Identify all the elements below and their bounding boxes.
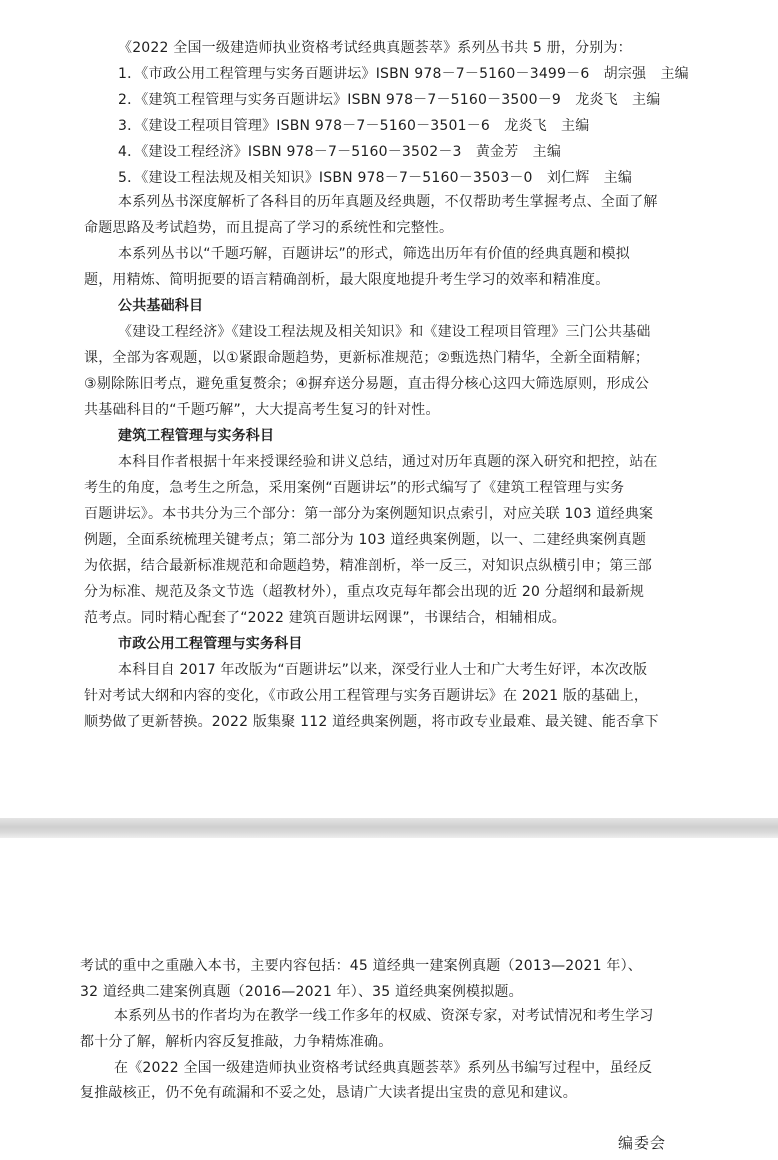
book-item-1: 1．《市政公用工程管理与实务百题讲坛》ISBN 978－7－5160－3499－6 胡宗强 主编 [118,66,689,82]
page-separator [0,818,778,838]
signature: 编委会 [617,1134,666,1152]
paragraph-line: 为依据，结合最新标准规范和命题趋势，精准剖析，举一反三，对知识点纵横引申；第三部 [84,558,652,574]
paragraph-line: 范考点。同时精心配套了“2022 建筑百题讲坛网课”，书课结合，相辅相成。 [84,610,566,626]
section-heading-building: 建筑工程管理与实务科目 [118,428,275,444]
paragraph-line: 针对考试大纲和内容的变化，《市政公用工程管理与实务百题讲坛》在 2021 版的基础上， [84,688,649,704]
paragraph-line: 都十分了解，解析内容反复推敲，力争精炼准确。 [80,1034,393,1050]
paragraph-line: 分为标准、规范及条文节选（超教材外），重点攻克每年都会出现的近 20 分超纲和最新规 [84,584,645,600]
paragraph-line: 在《2022 全国一级建造师执业资格考试经典真题荟萃》系列丛书编写过程中，虽经反 [114,1060,653,1076]
section-heading-municipal: 市政公用工程管理与实务科目 [118,636,303,652]
section-heading-public: 公共基础科目 [118,298,204,314]
book-item-3: 3．《建设工程项目管理》ISBN 978－7－5160－3501－6 龙炎飞 主编 [118,118,590,134]
paragraph-line: 本科目自 2017 年改版为“百题讲坛”以来，深受行业人士和广大考生好评，本次改版 [118,662,648,678]
page-2 [0,838,778,1160]
book-item-2: 2．《建筑工程管理与实务百题讲坛》ISBN 978－7－5160－3500－9 龙炎飞 主编 [118,92,661,108]
paragraph-line: 百题讲坛》。本书共分为三个部分：第一部分为案例题知识点索引，对应关联 103 道经典案 [84,506,654,522]
paragraph-line: 《建设工程经济》《建设工程法规及相关知识》和《建设工程项目管理》三门公共基础 [118,324,651,340]
paragraph-line: 本科目作者根据十年来授课经验和讲义总结，通过对历年真题的深入研究和把控，站在 [118,454,658,470]
paragraph-line: ③剔除陈旧考点，避免重复赘余；④摒弃送分易题，直击得分核心这四大筛选原则，形成公 [84,376,650,392]
series-intro: 《2022 全国一级建造师执业资格考试经典真题荟萃》系列丛书共 5 册，分别为： [118,40,632,56]
paragraph-line: 32 道经典二建案例真题（2016—2021 年）、35 道经典案例模拟题。 [80,984,523,1000]
book-item-4: 4．《建设工程经济》ISBN 978－7－5160－3502－3 黄金芳 主编 [118,144,562,160]
paragraph-line: 命题思路及考试趋势，而且提高了学习的系统性和完整性。 [84,220,454,236]
paragraph-line: 考试的重中之重融入本书，主要内容包括：45 道经典一建案例真题（2013—2021 年）、 [80,958,642,974]
paragraph-line: 题，用精炼、简明扼要的语言精确剖析，最大限度地提升考生学习的效率和精准度。 [84,272,610,288]
paragraph-line: 本系列丛书的作者均为在教学一线工作多年的权威、资深专家，对考试情况和考生学习 [114,1008,654,1024]
paragraph-line: 课，全部为客观题，以①紧跟命题趋势，更新标准规范；②甄选热门精华，全新全面精解； [84,350,650,366]
paragraph-line: 考生的角度，急考生之所急，采用案例“百题讲坛”的形式编写了《建筑工程管理与实务 [84,480,625,496]
book-item-5: 5．《建设工程法规及相关知识》ISBN 978－7－5160－3503－0 刘仁辉 主编 [118,170,633,186]
paragraph-line: 顺势做了更新替换。2022 版集聚 112 道经典案例题，将市政专业最难、最关键、能否拿下 [84,714,659,730]
paragraph-line: 本系列丛书以“千题巧解，百题讲坛”的形式，筛选出历年有价值的经典真题和模拟 [118,246,630,262]
paragraph-line: 复推敲核正，仍不免有疏漏和不妥之处，恳请广大读者提出宝贵的意见和建议。 [80,1085,577,1101]
paragraph-line: 共基础科目的“千题巧解”，大大提高考生复习的针对性。 [84,402,440,418]
paragraph-line: 例题，全面系统梳理关键考点；第二部分为 103 道经典案例题，以一、二建经典案例真题 [84,532,647,548]
paragraph-line: 本系列丛书深度解析了各科目的历年真题及经典题，不仅帮助考生掌握考点、全面了解 [118,194,658,210]
